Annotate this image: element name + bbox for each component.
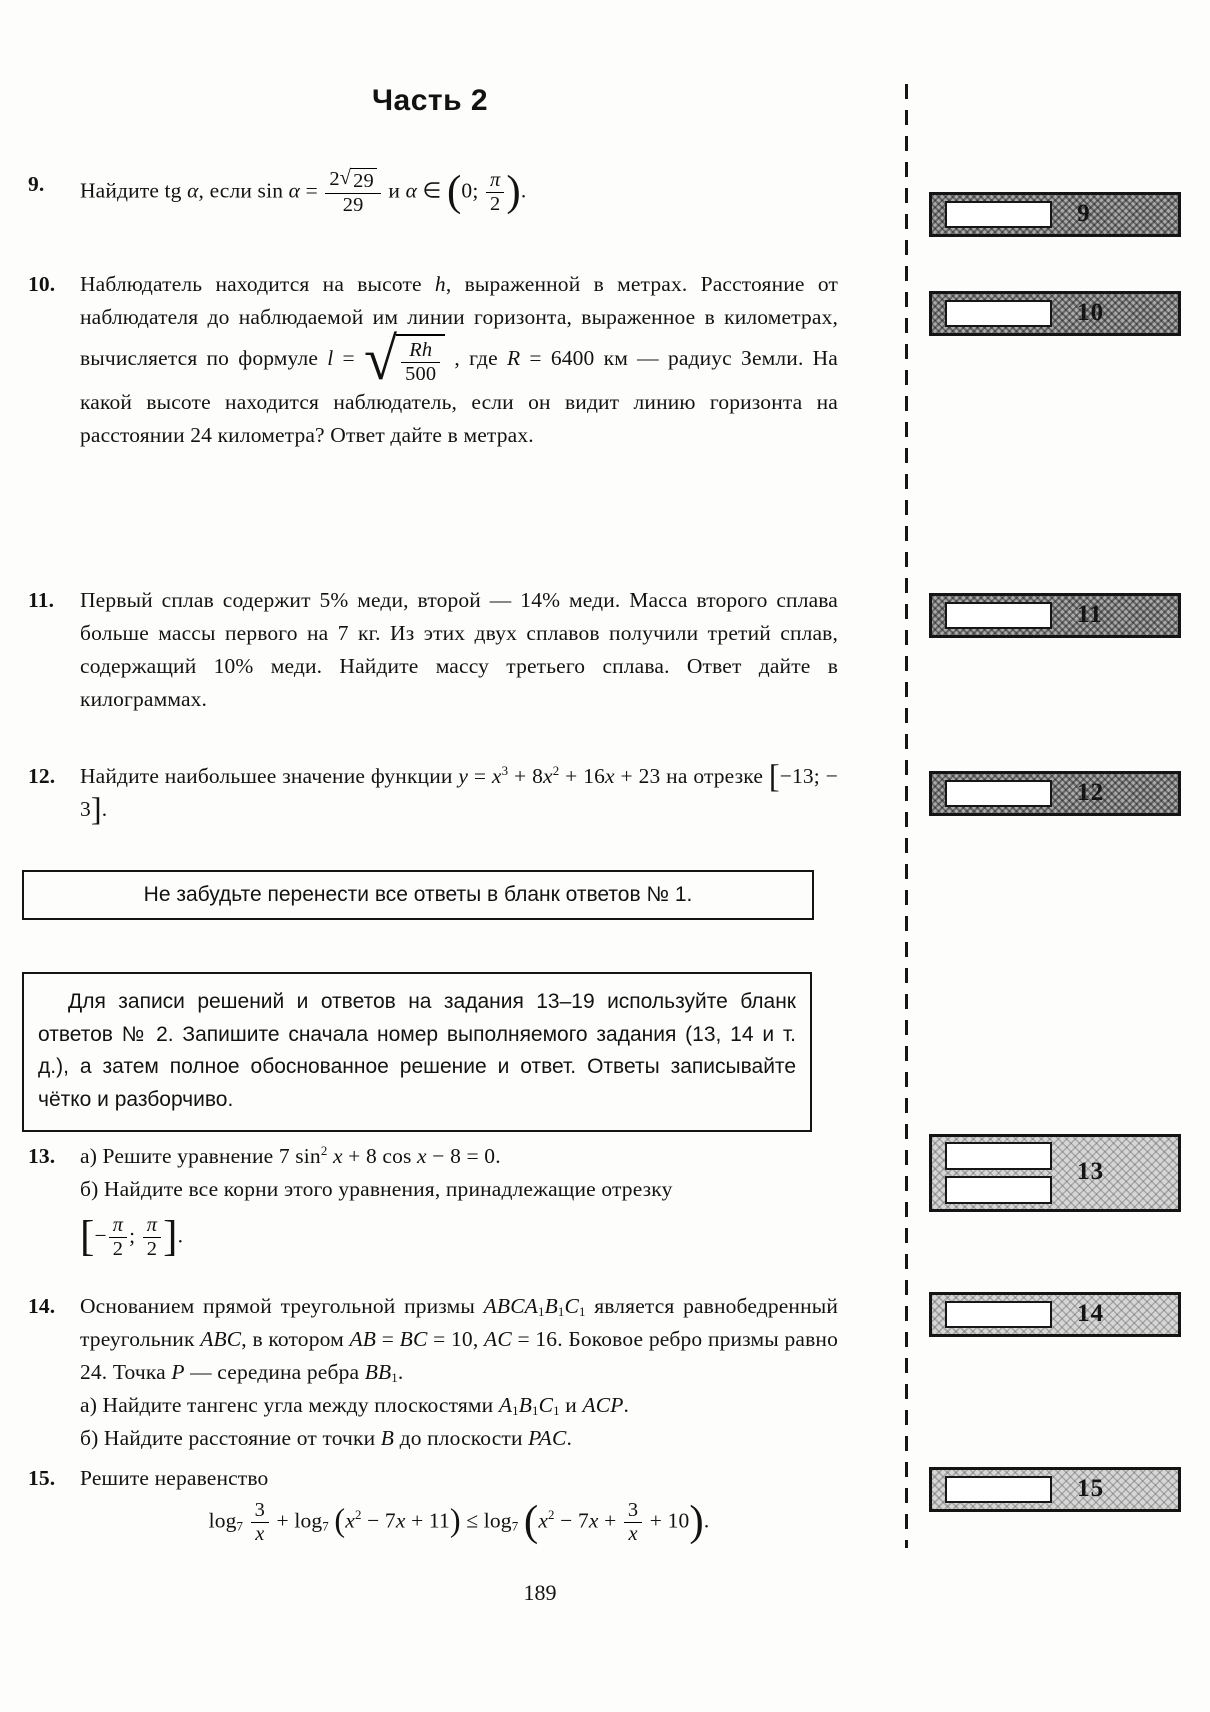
answer-box-number: 13 [1077, 1158, 1105, 1186]
problem-14-part-b: б) Найдите расстояние от точки B до плоскости PAC. [80, 1426, 572, 1450]
problem-13 [28, 1140, 838, 1261]
answer-box-11 [929, 593, 1181, 638]
problem-13-part-b: б) Найдите все корни этого уравнения, принадлежащие отрезку [80, 1177, 673, 1201]
problem-10-text: Наблюдатель находится на высоте h, выраженной в метрах. Расстояние от наблюдателя до наблюдаемой им линии горизонта, выраженное в километрах, вычисляется по формуле l = √ $\frac{Rh}{500}$ , где R = 6400 км — радиус Земли. На какой высоте находится наблюдатель, если он видит линию горизонта на расстоянии 24 километра? Ответ дайте в метрах. [80, 272, 838, 447]
problem-11-number: 11. [28, 588, 55, 612]
answer-box-number: 15 [1077, 1474, 1105, 1502]
answer-field [945, 602, 1052, 629]
answer-box-15 [929, 1467, 1181, 1512]
problem-13-part-a: а) Решите уравнение 7 $\sin^2 x + 8$ cos x − 8 = 0. [80, 1143, 501, 1168]
problem-10-number: 10. [28, 272, 56, 296]
answer-box-14 [929, 1292, 1181, 1337]
answer-field [945, 300, 1052, 327]
answer-field [945, 1476, 1052, 1503]
answer-box-number: 10 [1077, 298, 1105, 326]
part-2-heading: Часть 2 [371, 84, 489, 117]
problem-10 [28, 268, 838, 452]
problem-9-number: 9. [28, 172, 45, 196]
problem-12 [28, 757, 838, 827]
answer-box-number: 9 [1077, 199, 1091, 227]
answer-field [945, 1176, 1052, 1204]
problem-13-interval: [− $\frac{\pi}{2}$ ; $\frac{\pi}{2}$ ]. [80, 1213, 184, 1261]
problem-14-number: 14. [28, 1294, 56, 1318]
answer-box-number: 14 [1077, 1299, 1105, 1327]
problem-9-text: Найдите tg α, если sin α = 2 √ 29 29 и α ∈ (0; $\frac{\pi}{2}$ ). [80, 167, 527, 216]
answer-box-number: 11 [1077, 600, 1103, 628]
problem-11-text: Первый сплав содержит 5% меди, второй — 14% меди. Масса второго сплава больше массы первого на 7 кг. Из этих двух сплавов получили третий сплав, содержащий 10% меди. Найдите массу третьего сплава. Ответ дайте в килограммах. [80, 588, 838, 711]
answer-box-10 [929, 291, 1181, 336]
answer-field [945, 1142, 1052, 1170]
problem-15-formula: $\log_7$ $\frac{3}{x}$ + $\log_7 (x^2 - 7x + 11) \le \log_7 (x^2 - 7x$ + $\frac{3}{x}$ + 10). [208, 1498, 710, 1546]
page-number: 189 [523, 1580, 557, 1605]
transfer-note-text: Не забудьте перенести все ответы в бланк ответов № 1. [143, 883, 693, 906]
answer-field [945, 1301, 1052, 1328]
instructions-box [22, 972, 812, 1132]
problem-12-number: 12. [28, 764, 56, 788]
answer-field [945, 201, 1052, 228]
answer-box-12 [929, 771, 1181, 816]
instructions-text: Для записи решений и ответов на задания 13–19 используйте бланк ответов № 2. Запишите сначала номер выполняемого задания (13, 14 и т. д.), а затем полное обоснованное решение и ответ. Ответы записывайте чётко и разборчиво. [38, 990, 796, 1111]
problem-15 [28, 1462, 838, 1546]
answer-box-9 [929, 192, 1181, 237]
problem-14-part-a: а) Найдите тангенс угла между плоскостями $A_1B_1C_1$ и ACP. [80, 1393, 630, 1419]
dashed-divider [905, 84, 908, 1548]
answer-box-number: 12 [1077, 778, 1105, 806]
problem-13-number: 13. [28, 1144, 56, 1168]
problem-15-number: 15. [28, 1466, 56, 1490]
answer-box-13 [929, 1134, 1181, 1212]
problem-14 [28, 1290, 838, 1455]
transfer-note-box [22, 870, 814, 920]
problem-12-text: Найдите наибольшее значение функции $y = x^3 + 8x^2 + 16x + 23$ на отрезке [−13; − 3]. [80, 757, 838, 827]
problem-11 [28, 584, 838, 716]
answer-field [945, 780, 1052, 807]
problem-15-label: Решите неравенство [80, 1466, 269, 1490]
problem-14-body: Основанием прямой треугольной призмы $ABCA_1B_1C_1$ является равнобедренный треугольник ABC, в котором AB = BC = 10, AC = 16. Боковое ребро призмы равно 24. Точка P — середина ребра $BB_1$. [80, 1294, 838, 1386]
problem-9 [28, 168, 838, 217]
